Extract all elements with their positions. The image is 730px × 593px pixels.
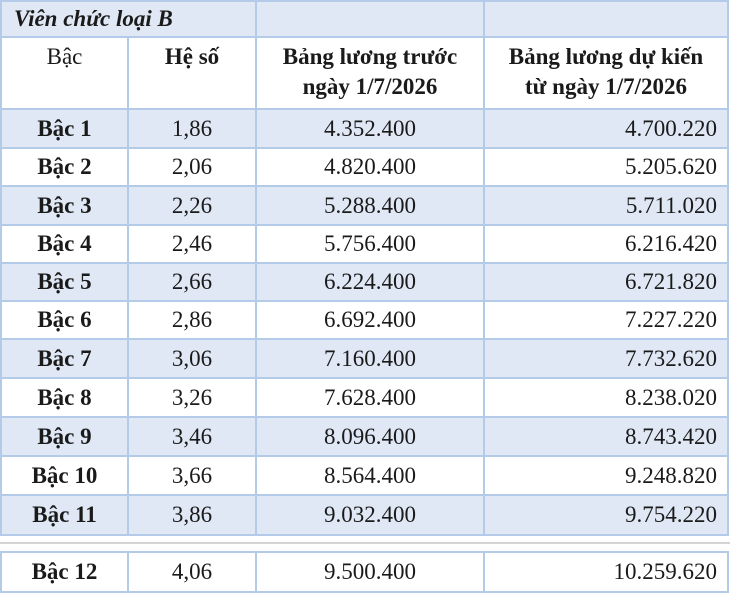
cell-coefficient: 3,06 [129,340,257,379]
cell-expected: 9.754.220 [485,496,729,536]
header-expected-label [509,42,703,102]
table-row [0,496,729,536]
cell-level: Bậc 1 [0,110,129,149]
cell-coefficient: 2,06 [129,149,257,187]
cell-before: 8.096.400 [257,418,485,457]
cell-coefficient: 3,26 [129,379,257,418]
header-before-line2: ngày 1/7/2026 [302,74,438,99]
cell-before: 6.224.400 [257,264,485,302]
separator-line [0,542,730,544]
cell-expected: 7.732.620 [485,340,729,379]
cell-expected: 8.238.020 [485,379,729,418]
cell-coefficient: 2,26 [129,187,257,226]
cell-level: Bậc 11 [0,496,129,536]
cell-before: 8.564.400 [257,457,485,496]
cell-level: Bậc 5 [0,264,129,302]
cell-level: Bậc 4 [0,226,129,264]
header-expected [485,38,729,110]
title-empty-cell [257,0,485,38]
cell-before: 7.160.400 [257,340,485,379]
cell-before: 4.352.400 [257,110,485,149]
cell-coefficient: 3,46 [129,418,257,457]
cell-expected: 10.259.620 [485,551,729,593]
cell-level: Bậc 8 [0,379,129,418]
table-gap [0,536,730,551]
table-header-row [0,38,729,110]
cell-expected: 8.743.420 [485,418,729,457]
header-coefficient [129,38,257,110]
table-row [0,551,729,593]
table-title: Viên chức loại B [14,6,173,31]
table-row [0,457,729,496]
cell-expected: 6.721.820 [485,264,729,302]
title-empty-cell [485,0,729,38]
table-row [0,226,729,264]
cell-coefficient: 3,66 [129,457,257,496]
table-row [0,418,729,457]
cell-level: Bậc 12 [0,551,129,593]
header-level [0,38,129,110]
cell-before: 4.820.400 [257,149,485,187]
header-before-label [283,42,457,102]
cell-coefficient: 1,86 [129,110,257,149]
title-cell [0,0,257,38]
header-before [257,38,485,110]
cell-coefficient: 2,46 [129,226,257,264]
cell-expected: 4.700.220 [485,110,729,149]
header-expected-line2: từ ngày 1/7/2026 [524,74,688,99]
table-title-row [0,0,729,38]
cell-before: 9.500.400 [257,551,485,593]
table-row [0,302,729,340]
cell-coefficient: 3,86 [129,496,257,536]
cell-coefficient: 2,86 [129,302,257,340]
cell-expected: 5.711.020 [485,187,729,226]
cell-coefficient: 2,66 [129,264,257,302]
cell-expected: 7.227.220 [485,302,729,340]
cell-level: Bậc 10 [0,457,129,496]
cell-expected: 5.205.620 [485,149,729,187]
header-coefficient-label: Hệ số [164,44,220,69]
cell-level: Bậc 6 [0,302,129,340]
cell-expected: 9.248.820 [485,457,729,496]
header-level-label: Bậc [46,44,83,69]
cell-before: 5.756.400 [257,226,485,264]
table-row [0,187,729,226]
cell-level: Bậc 9 [0,418,129,457]
cell-before: 5.288.400 [257,187,485,226]
table-row [0,264,729,302]
cell-level: Bậc 3 [0,187,129,226]
cell-level: Bậc 7 [0,340,129,379]
cell-before: 6.692.400 [257,302,485,340]
table-row [0,110,729,149]
table-row [0,340,729,379]
table-row [0,149,729,187]
header-expected-line1: Bảng lương dự kiến [508,44,704,69]
cell-before: 9.032.400 [257,496,485,536]
header-before-line1: Bảng lương trước [282,44,458,69]
table-row [0,379,729,418]
cell-level: Bậc 2 [0,149,129,187]
cell-expected: 6.216.420 [485,226,729,264]
cell-before: 7.628.400 [257,379,485,418]
cell-coefficient: 4,06 [129,551,257,593]
